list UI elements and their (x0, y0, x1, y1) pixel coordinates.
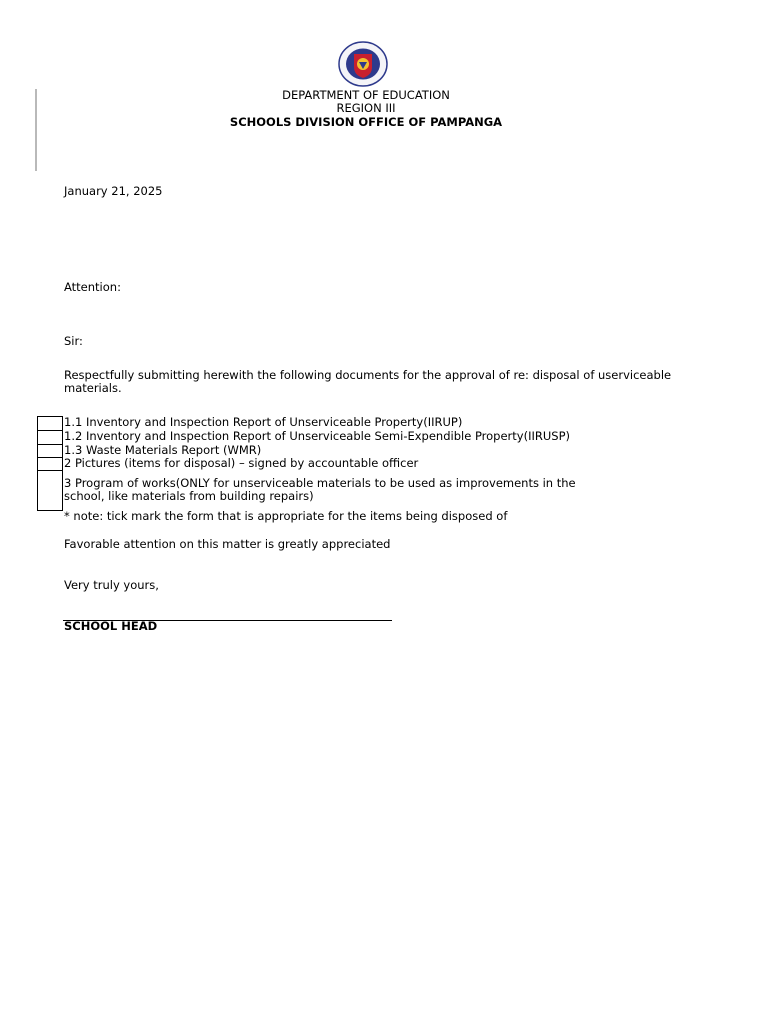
closing-line: Favorable attention on this matter is greatly appreciated (64, 537, 391, 551)
salutation: Sir: (64, 334, 83, 348)
checklist-item-program-of-works: 3 Program of works(ONLY for unserviceable materials to be used as improvements in the (64, 476, 576, 490)
checklist-item-pictures: 2 Pictures (items for disposal) – signed by accountable officer (64, 456, 419, 470)
checkbox-iirusp[interactable] (37, 430, 63, 445)
checklist-item-program-of-works-cont: school, like materials from building repairs) (64, 489, 314, 503)
letter-date: January 21, 2025 (64, 184, 163, 198)
header-department: DEPARTMENT OF EDUCATION (282, 88, 450, 102)
note-text: * note: tick mark the form that is appropriate for the items being disposed of (64, 509, 508, 523)
checkbox-wmr[interactable] (37, 444, 63, 458)
checkbox-iirup[interactable] (37, 416, 63, 431)
complimentary-close: Very truly yours, (64, 578, 159, 592)
checklist-item-iirup: 1.1 Inventory and Inspection Report of Unserviceable Property(IIRUP) (64, 415, 463, 429)
signatory-title: SCHOOL HEAD (64, 619, 158, 633)
header-region: REGION III (336, 101, 396, 115)
body-paragraph-line2: materials. (64, 381, 122, 395)
checklist-item-iirusp: 1.2 Inventory and Inspection Report of Unserviceable Semi-Expendible Property(IIRUSP) (64, 429, 570, 443)
checkbox-program-of-works[interactable] (37, 470, 63, 511)
header-division: SCHOOLS DIVISION OFFICE OF PAMPANGA (229, 115, 503, 129)
attention-label: Attention: (64, 280, 121, 294)
deped-seal-logo (337, 41, 389, 87)
checklist-item-wmr: 1.3 Waste Materials Report (WMR) (64, 443, 262, 457)
checkbox-pictures[interactable] (37, 457, 63, 471)
body-paragraph-line1: Respectfully submitting herewith the following documents for the approval of re: disposal of userviceable (64, 368, 672, 382)
